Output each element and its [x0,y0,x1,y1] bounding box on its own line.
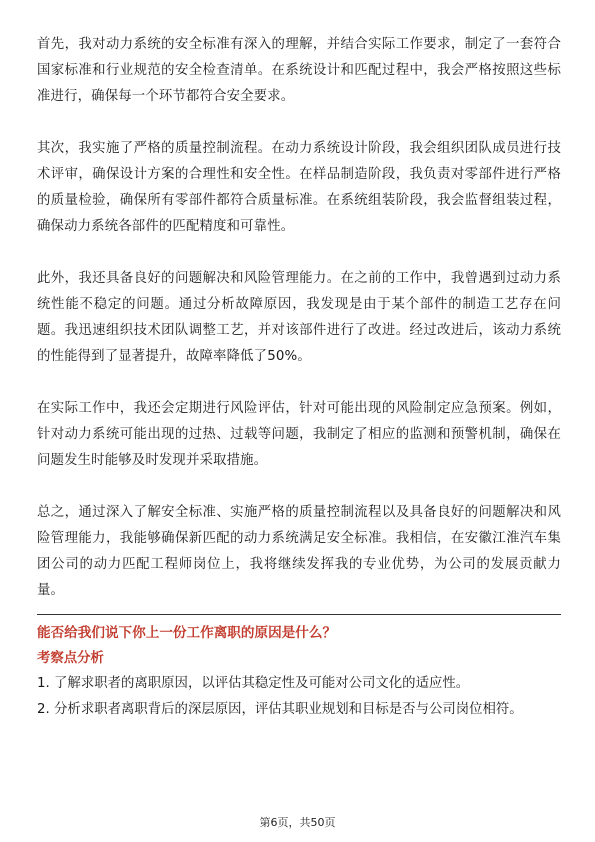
analysis-item-2: 2. 分析求职者离职背后的深层原因，评估其职业规划和目标是否与公司岗位相符。 [37,702,523,717]
section-divider [37,614,561,615]
paragraph-2: 其次，我实施了严格的质量控制流程。在动力系统设计阶段，我会组织团队成员进行技术评审，确保设计方案的合理性和安全性。在样品制造阶段，我负责对零部件进行严格的质量检验，确保所有零部件都符合质量标准。在系统组装阶段，我会监督组装过程，确保动力系统各部件的匹配精度和可靠性。 [37,141,561,234]
paragraph-1: 首先，我对动力系统的安全标准有深入的理解，并结合实际工作要求，制定了一套符合国家标准和行业规范的安全检查清单。在系统设计和匹配过程中，我会严格按照这些标准进行，确保每一个环节都符合安全要求。 [37,37,561,104]
analysis-item-1: 1. 了解求职者的离职原因，以评估其稳定性及可能对公司文化的适应性。 [37,676,470,691]
page-content [37,32,561,723]
paragraph-4: 在实际工作中，我还会定期进行风险评估，针对可能出现的风险制定应急预案。例如，针对动力系统可能出现的过热、过载等问题，我制定了相应的监测和预警机制，确保在问题发生时能够及时发现并采取措施。 [37,401,561,468]
interview-question: 能否给我们说下你上一份工作离职的原因是什么？ [37,625,337,641]
paragraph-5: 总之，通过深入了解安全标准、实施严格的质量控制流程以及具备良好的问题解决和风险管理能力，我能够确保新匹配的动力系统满足安全标准。我相信，在安徽江淮汽车集团公司的动力匹配工程师岗位上，我将继续发挥我的专业优势，为公司的发展贡献力量。 [37,505,561,598]
page-number-footer: 第6页，共50页 [259,816,336,829]
paragraph-3: 此外，我还具备良好的问题解决和风险管理能力。在之前的工作中，我曾遇到过动力系统性能不稳定的问题。通过分析故障原因，我发现是由于某个部件的制造工艺存在问题。我迅速组织技术团队调整工艺，并对该部件进行了改进。经过改进后，该动力系统的性能得到了显著提升，故障率降低了50%。 [37,271,561,364]
analysis-heading: 考察点分析 [37,651,104,666]
